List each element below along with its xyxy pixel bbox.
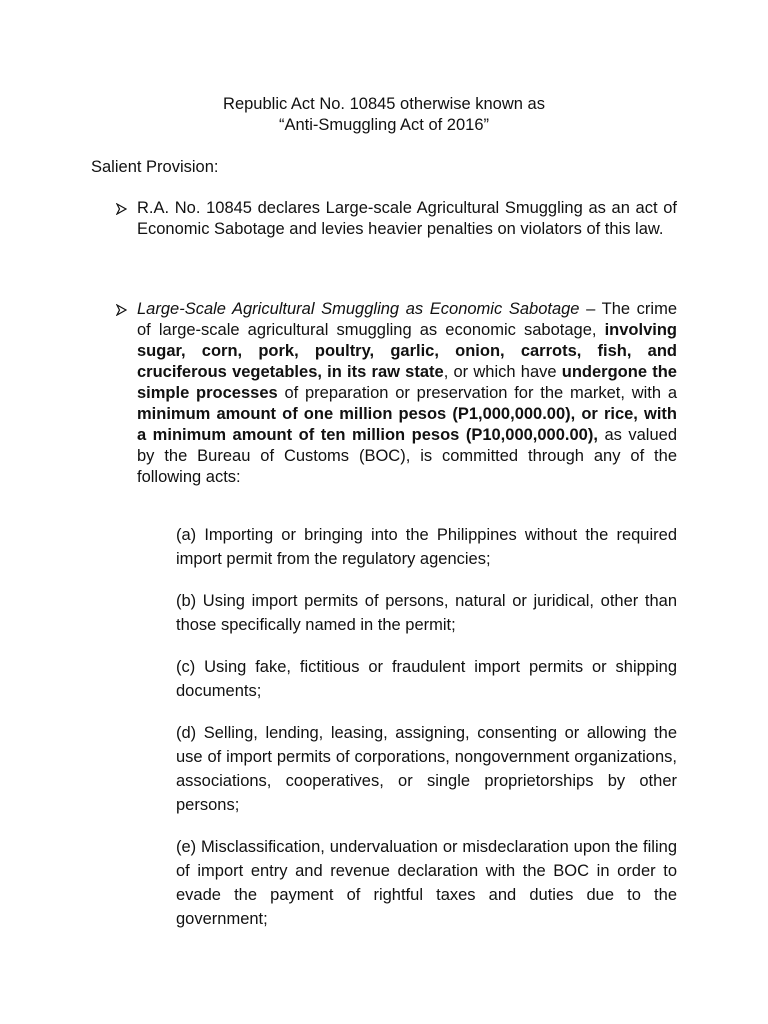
bullet-item-2 <box>116 299 677 488</box>
act-item-a: (a) Importing or bringing into the Philippines without the required import permit from the regulatory agencies; <box>176 526 677 568</box>
bullet-text <box>137 299 677 488</box>
document-title-line-1: Republic Act No. 10845 otherwise known as <box>223 95 545 113</box>
bullet-text-part: , or which have <box>443 363 562 381</box>
arrowhead-bullet-icon <box>116 198 136 215</box>
act-item-c: (c) Using fake, fictitious or fraudulent import permits or shipping documents; <box>176 658 677 700</box>
bullet-lead-italic: Large-Scale Agricultural Smuggling as Economic Sabotage <box>137 300 580 318</box>
arrowhead-bullet-icon <box>116 299 136 316</box>
bullet-bold-part: involving sugar, corn, pork, poultry, garlic, onion, carrots, fish, and cruciferous vegetables, in its raw state <box>137 321 677 381</box>
document-title-line-2: “Anti-Smuggling Act of 2016” <box>278 116 490 134</box>
bullet-item-1 <box>116 198 677 240</box>
act-item-d: (d) Selling, lending, leasing, assigning, consenting or allowing the use of import permits of corporations, nongovernment organizations, associations, cooperatives, or single proprietorships by other persons; <box>176 724 677 814</box>
bullet-bold-part: minimum amount of one million pesos (P1,000,000.00), or rice, with a minimum amount of ten million pesos (P10,000,000.00), <box>137 405 677 444</box>
bullet-text: R.A. No. 10845 declares Large-scale Agricultural Smuggling as an act of Economic Sabotage and levies heavier penalties on violators of this law. <box>137 199 677 238</box>
bullet-text-part: as valued by the Bureau of Customs (BOC), is committed through any of the following acts: <box>137 426 678 486</box>
act-item-b: (b) Using import permits of persons, natural or juridical, other than those specifically named in the permit; <box>176 592 677 634</box>
bullet-bold-part: undergone the simple processes <box>137 363 677 402</box>
act-item-e: (e) Misclassification, undervaluation or misdeclaration upon the filing of import entry and revenue declaration with the BOC in order to evade the payment of rightful taxes and duties due to the government; <box>176 838 677 928</box>
bullet-text-part: of preparation or preservation for the market, with a <box>277 384 678 402</box>
bullet-text-part: The crime of large-scale agricultural smuggling as economic sabotage, <box>137 300 677 339</box>
section-heading: Salient Provision: <box>91 158 219 176</box>
bullet-dash: – <box>579 300 602 318</box>
